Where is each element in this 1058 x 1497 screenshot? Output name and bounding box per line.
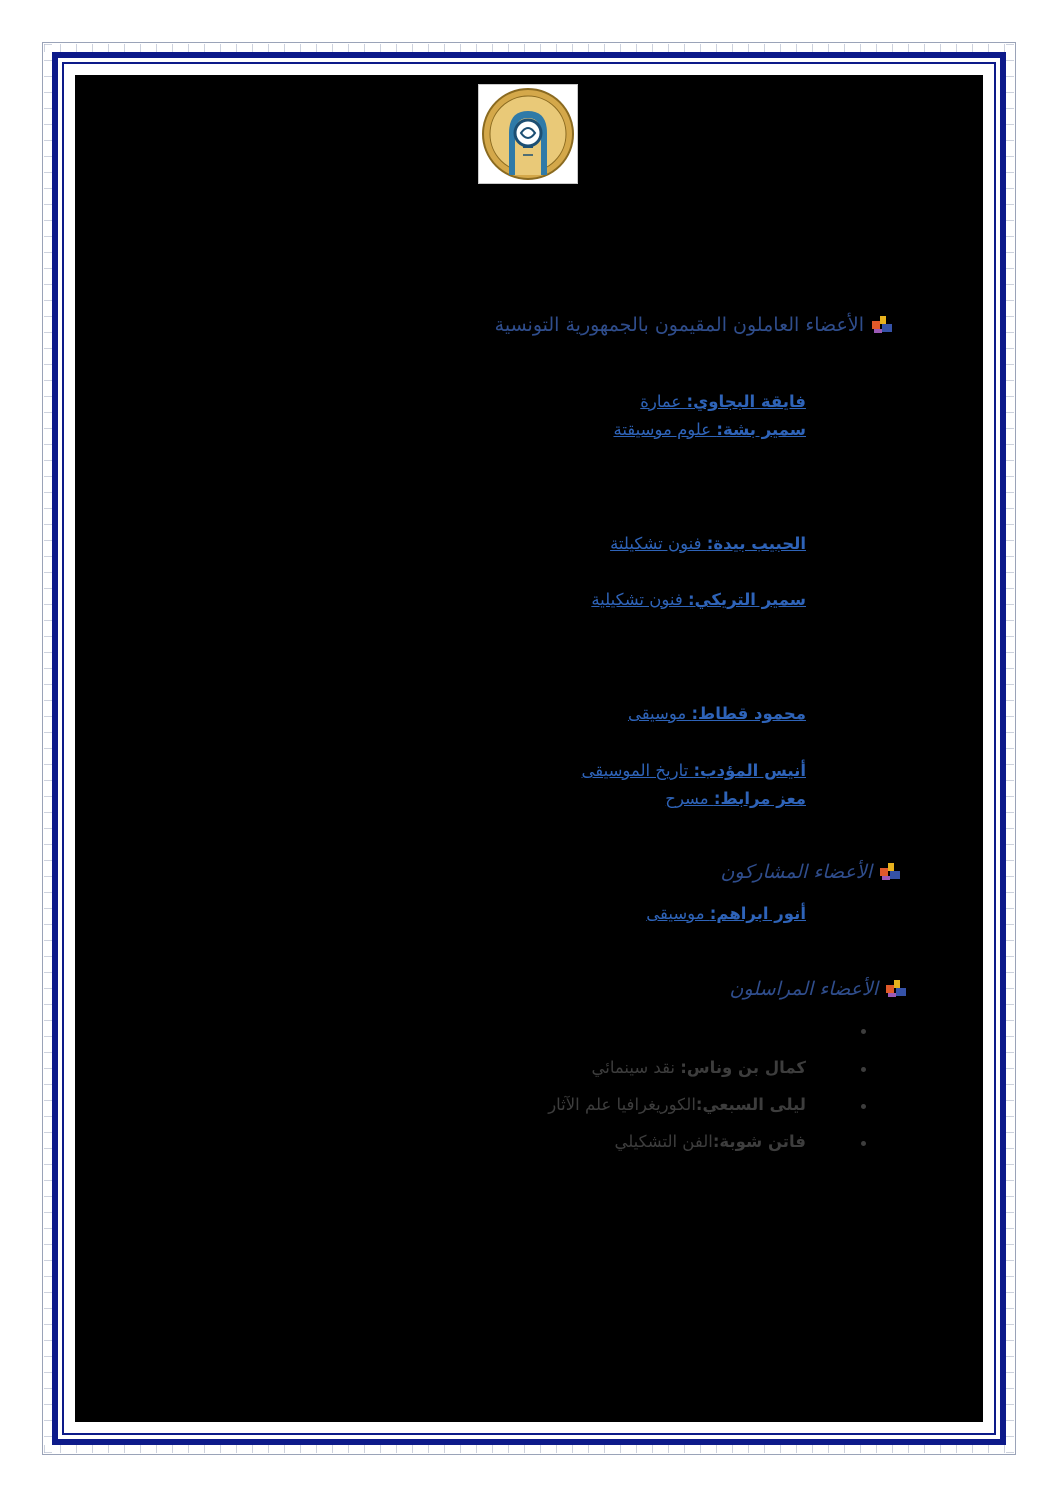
participants-heading: الأعضاء المشاركون: [721, 861, 900, 883]
member-field: موسيقى: [646, 904, 710, 923]
member-field: الفن التشكيلي: [614, 1132, 713, 1151]
member-name: سمير بشة:: [716, 420, 806, 439]
section-marker-icon: [886, 980, 906, 998]
member-field: علوم موسيقتة: [613, 420, 717, 439]
member-field: تاريخ الموسيقى: [581, 761, 694, 780]
member-name: ليلى السبعي:: [695, 1095, 806, 1114]
member-name: أنور ابراهم:: [709, 904, 806, 923]
member-link[interactable]: [640, 392, 806, 411]
member-name: كمال بن وناس:: [680, 1058, 806, 1077]
member-link[interactable]: [582, 761, 806, 780]
residents-heading: الأعضاء العاملون المقيمون بالجمهورية التونسية: [495, 314, 892, 336]
page-border-pattern-left: [44, 44, 52, 1453]
member-name: الحبيب بيدة:: [706, 534, 806, 553]
member-name: فايقة البجاوي:: [686, 392, 806, 411]
member-link[interactable]: [591, 590, 806, 609]
member-name: سمير التريكي:: [688, 590, 806, 609]
list-item: [548, 1095, 806, 1114]
member-name: معز مرابط:: [713, 789, 806, 808]
list-item: [614, 1132, 806, 1151]
member-name: أنيس المؤدب:: [693, 761, 806, 780]
page-border-pattern-top: [44, 44, 1014, 52]
member-link[interactable]: [628, 704, 806, 723]
bullet-icon: [861, 1141, 866, 1146]
member-link[interactable]: [610, 534, 806, 553]
section-marker-icon: [880, 863, 900, 881]
member-name: محمود قطاط:: [691, 704, 806, 723]
list-item: [591, 1058, 806, 1077]
member-field: عمارة: [640, 392, 687, 411]
bullet-icon: [861, 1067, 866, 1072]
page-content-area: [75, 75, 983, 1422]
member-field: فنون تشكيلتة: [610, 534, 707, 553]
member-name: فاتن شوبة:: [712, 1132, 806, 1151]
academy-seal-icon: [478, 84, 578, 184]
member-link[interactable]: [613, 420, 806, 439]
bullet-icon: [861, 1029, 866, 1034]
correspondents-heading: الأعضاء المراسلون: [730, 978, 906, 1000]
member-link[interactable]: [646, 904, 806, 923]
page-border-pattern-right: [1006, 44, 1014, 1453]
member-field: فنون تشكيلية: [591, 590, 689, 609]
member-field: الكوريغرافيا علم الآثار: [548, 1095, 696, 1114]
section-marker-icon: [872, 316, 892, 334]
member-field: موسيقى: [627, 704, 692, 723]
member-field: مسرح: [665, 789, 714, 808]
member-link[interactable]: [665, 789, 806, 808]
bullet-icon: [861, 1104, 866, 1109]
page-border-pattern-bottom: [44, 1445, 1014, 1453]
member-field: نقد سينمائي: [591, 1058, 681, 1077]
